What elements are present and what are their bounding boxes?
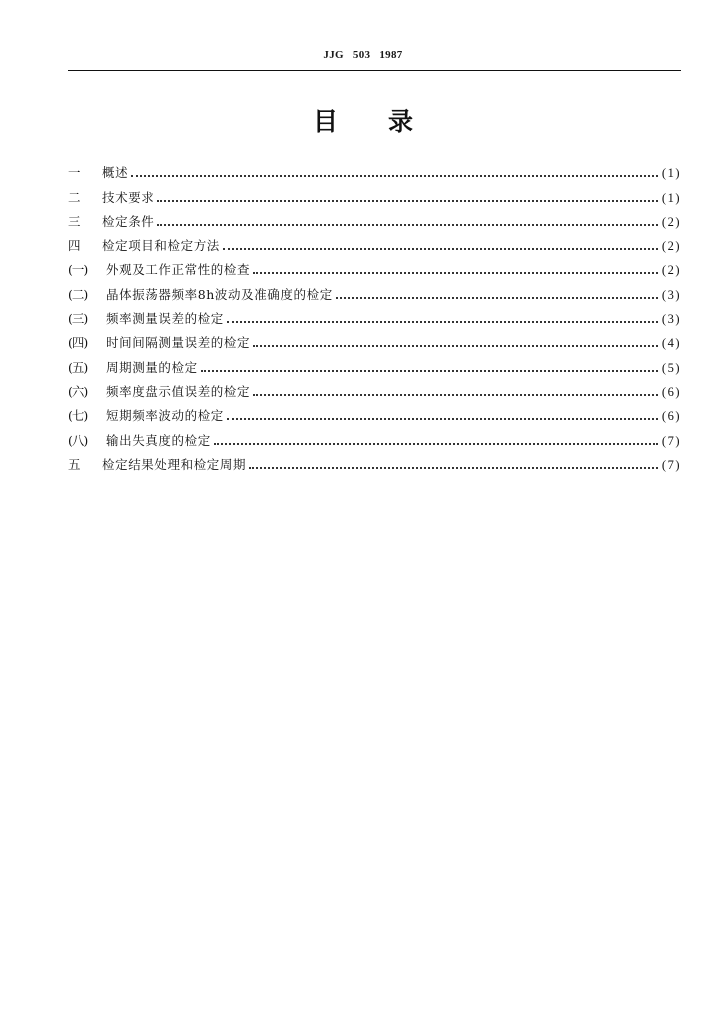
toc-entry-label xyxy=(68,433,211,449)
toc-entry-label xyxy=(68,408,224,424)
toc-entry-text: 短期频率波动的检定 xyxy=(106,408,224,424)
toc-entry-4[interactable] xyxy=(68,230,681,254)
toc-entry-number: (六) xyxy=(68,383,88,399)
toc-entry-1[interactable] xyxy=(68,157,681,181)
dot-leader xyxy=(253,393,658,396)
toc-entry-page: (1) xyxy=(661,166,681,181)
toc-entry-label xyxy=(68,457,246,473)
toc-entry-label xyxy=(68,238,220,254)
toc-entry-number: (一) xyxy=(68,262,88,278)
toc-entry-2[interactable] xyxy=(68,181,681,205)
toc-entry-text: 时间间隔测量误差的检定 xyxy=(106,335,251,351)
toc-title: 目录 xyxy=(312,107,463,136)
toc-entry-8[interactable] xyxy=(68,327,681,351)
header-divider xyxy=(68,70,681,71)
toc-entry-text: 检定条件 xyxy=(102,213,155,229)
toc-entry-label xyxy=(68,214,154,230)
dot-leader xyxy=(157,223,658,226)
dot-leader xyxy=(227,417,658,420)
toc-entry-text: 检定结果处理和检定周期 xyxy=(102,456,247,472)
table-of-contents xyxy=(68,157,681,473)
dot-leader xyxy=(157,199,658,202)
toc-entry-label xyxy=(68,384,250,400)
dot-leader xyxy=(253,271,658,274)
dot-leader xyxy=(336,296,658,299)
toc-entry-page: (3) xyxy=(661,312,681,327)
toc-entry-text: 晶体振荡器频率8h波动及准确度的检定 xyxy=(106,286,333,302)
toc-entry-text: 技术要求 xyxy=(102,189,155,205)
toc-entry-label xyxy=(68,335,250,351)
toc-entry-number: (七) xyxy=(68,408,88,424)
toc-entry-page: (5) xyxy=(661,360,681,375)
toc-entry-page: (7) xyxy=(661,457,681,472)
toc-entry-11[interactable] xyxy=(68,400,681,424)
toc-entry-number: 四 xyxy=(68,238,81,254)
dot-leader xyxy=(131,174,658,177)
toc-entry-number: (五) xyxy=(68,359,88,375)
toc-entry-number: (四) xyxy=(68,335,88,351)
document-code-header: JJG 503 1987 xyxy=(323,49,403,61)
toc-entry-text: 周期测量的检定 xyxy=(106,359,198,375)
toc-entry-number: 三 xyxy=(68,213,81,229)
toc-entry-page: (2) xyxy=(661,263,681,278)
toc-entry-label xyxy=(68,262,250,278)
toc-entry-3[interactable] xyxy=(68,206,681,230)
toc-entry-page: (2) xyxy=(661,214,681,229)
toc-entry-label xyxy=(68,190,154,206)
toc-entry-page: (3) xyxy=(661,287,681,302)
toc-entry-text: 概述 xyxy=(102,165,129,181)
toc-entry-text: 输出失真度的检定 xyxy=(106,432,211,448)
toc-entry-page: (1) xyxy=(661,190,681,205)
dot-leader xyxy=(214,442,658,445)
dot-leader xyxy=(201,369,658,372)
toc-entry-number: 二 xyxy=(68,189,81,205)
toc-entry-page: (2) xyxy=(661,239,681,254)
toc-entry-9[interactable] xyxy=(68,351,681,375)
toc-entry-page: (6) xyxy=(661,409,681,424)
toc-entry-number: (三) xyxy=(68,311,88,327)
toc-entry-label xyxy=(68,287,333,303)
toc-entry-13[interactable] xyxy=(68,449,681,473)
toc-entry-page: (6) xyxy=(661,384,681,399)
dot-leader xyxy=(227,320,658,323)
toc-entry-5[interactable] xyxy=(68,254,681,278)
toc-entry-number: 一 xyxy=(68,165,81,181)
toc-entry-page: (7) xyxy=(661,433,681,448)
dot-leader xyxy=(223,247,658,250)
toc-entry-label xyxy=(68,311,224,327)
toc-entry-text: 检定项目和检定方法 xyxy=(102,238,220,254)
toc-entry-10[interactable] xyxy=(68,376,681,400)
toc-entry-12[interactable] xyxy=(68,424,681,448)
toc-entry-number: (八) xyxy=(68,432,88,448)
toc-entry-number: 五 xyxy=(68,456,81,472)
toc-entry-page: (4) xyxy=(661,336,681,351)
toc-entry-text: 频率度盘示值误差的检定 xyxy=(106,383,251,399)
toc-entry-text: 外观及工作正常性的检查 xyxy=(106,262,251,278)
toc-entry-number: (二) xyxy=(68,286,88,302)
dot-leader xyxy=(249,466,658,469)
toc-entry-text: 频率测量误差的检定 xyxy=(106,311,224,327)
toc-entry-7[interactable] xyxy=(68,303,681,327)
dot-leader xyxy=(253,344,658,347)
toc-entry-6[interactable] xyxy=(68,278,681,302)
toc-entry-label xyxy=(68,360,198,376)
toc-entry-label xyxy=(68,165,128,181)
